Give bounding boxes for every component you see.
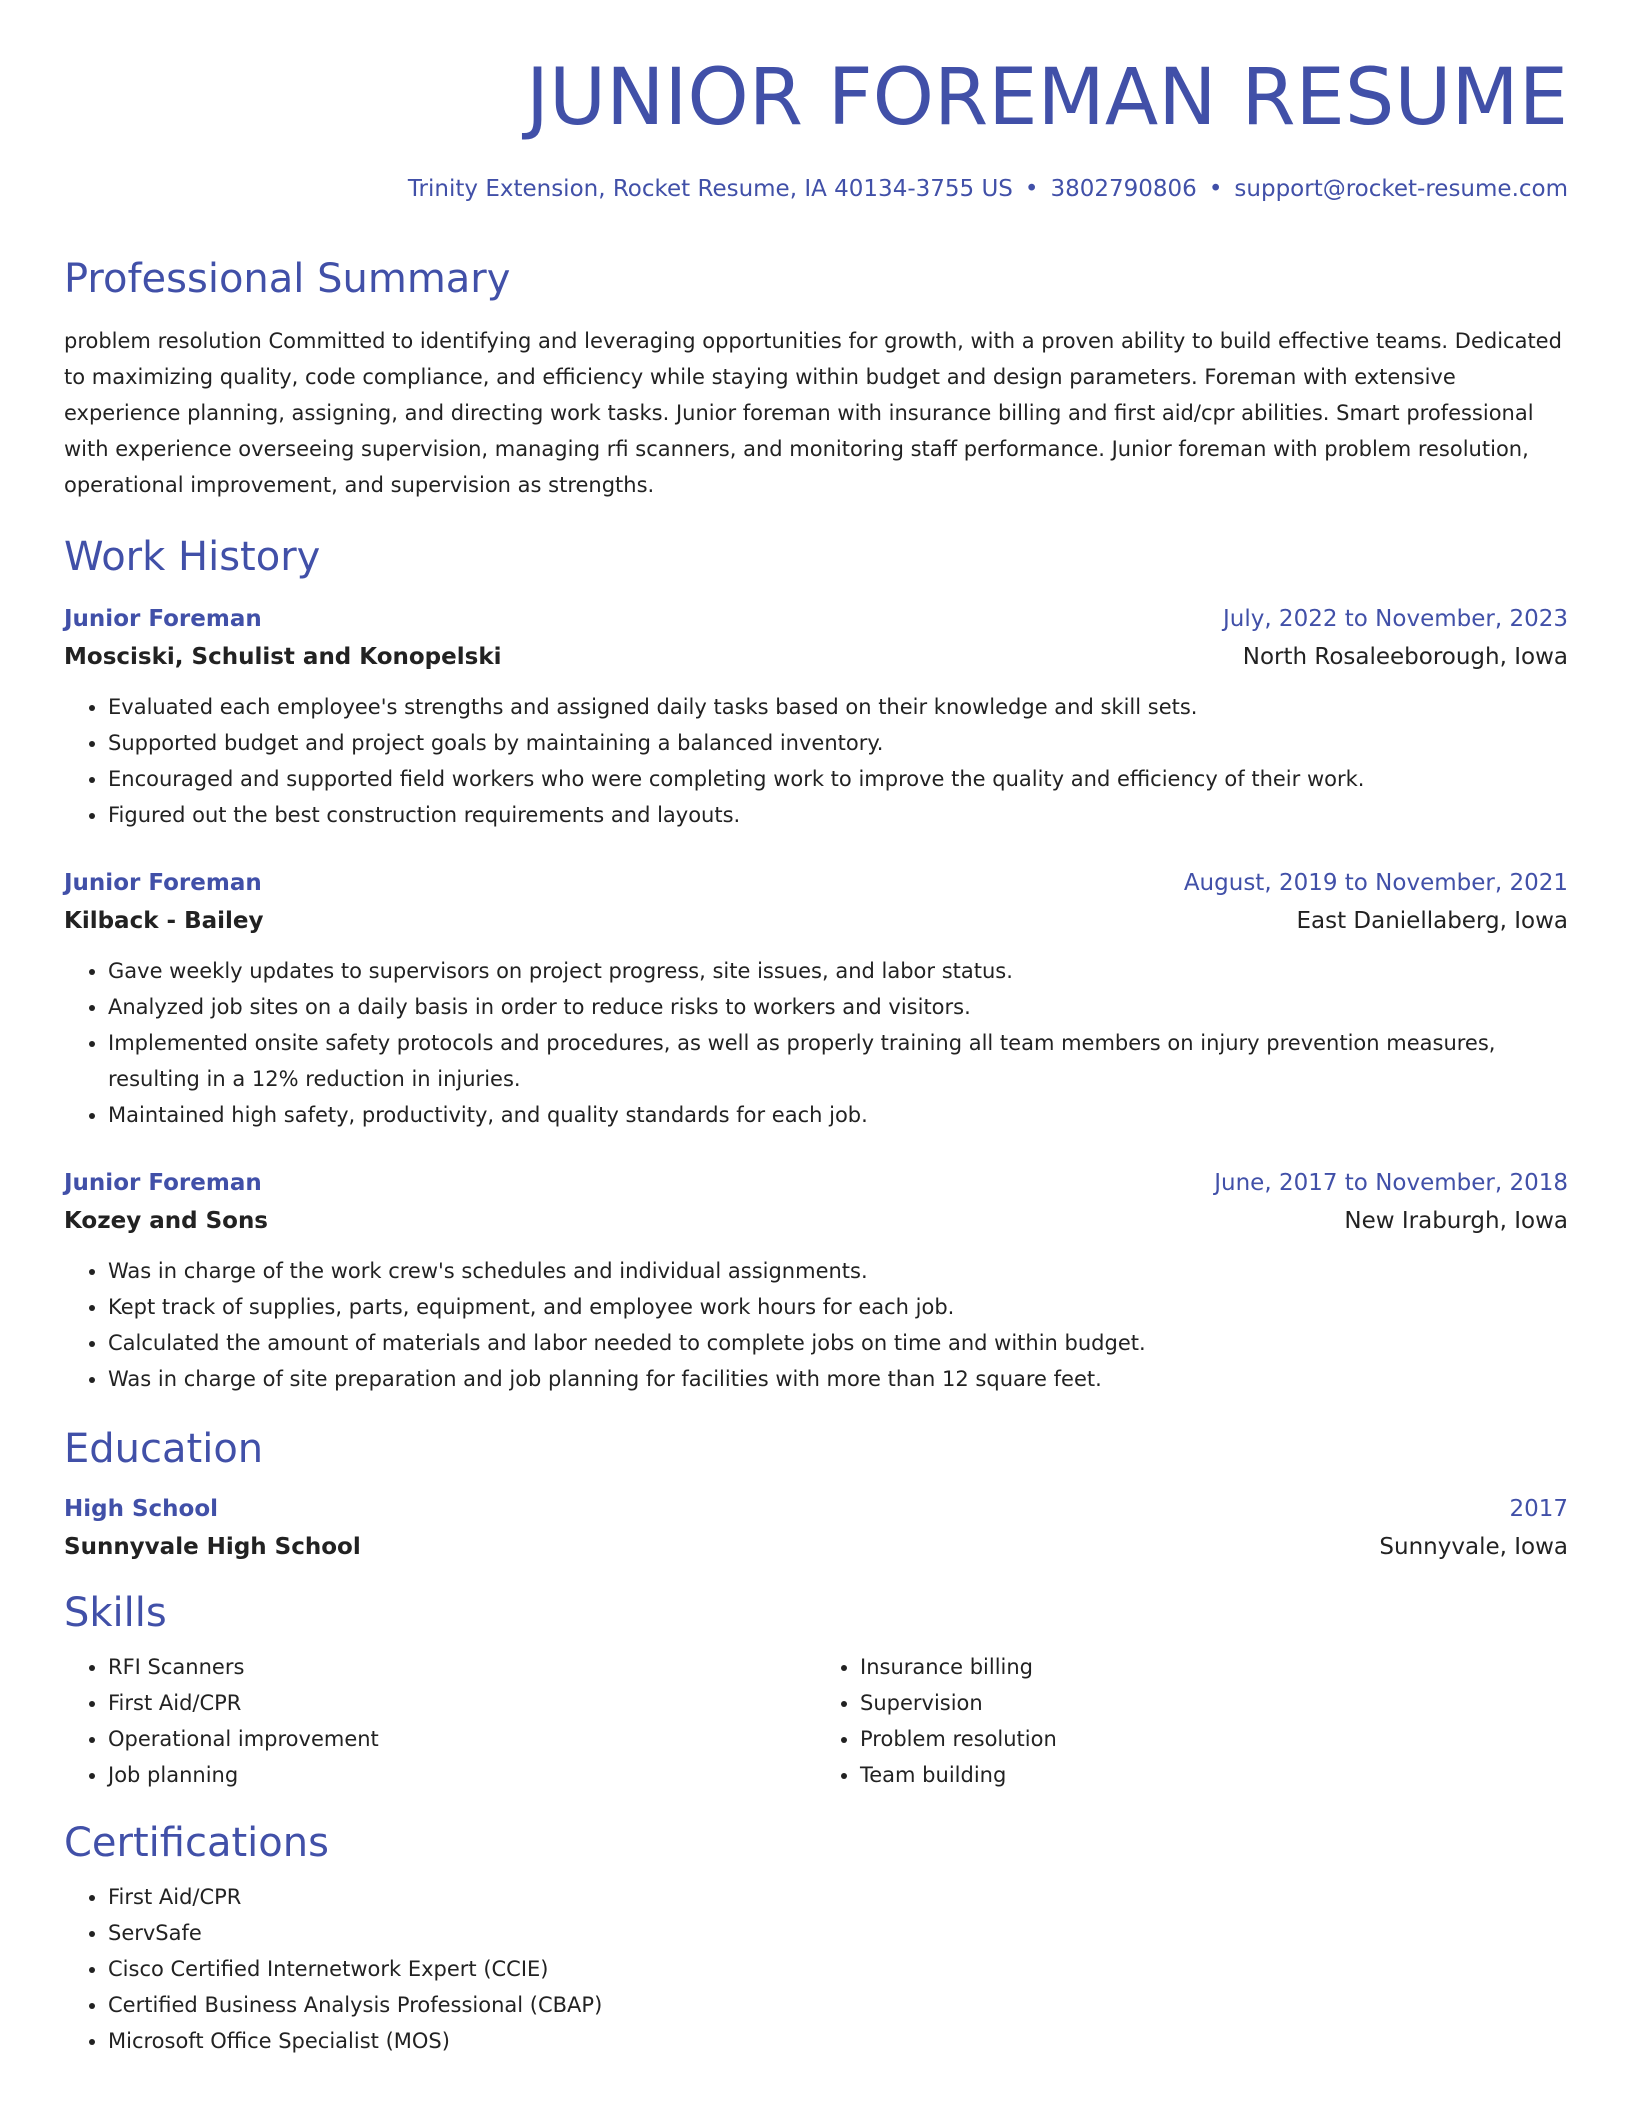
job-entry bbox=[64, 865, 1568, 1133]
list-item: • Encouraged and supported field workers who were completing work to improve the quality and efficiency of their work. bbox=[108, 761, 1568, 797]
job-role: Junior Foreman bbox=[64, 606, 262, 633]
list-item: • Insurance billing bbox=[860, 1649, 1568, 1685]
work-history-section bbox=[64, 533, 1568, 1397]
list-item: • Was in charge of the work crew's schedules and individual assignments. bbox=[108, 1253, 1568, 1289]
education-section bbox=[64, 1425, 1568, 1567]
list-item: • Calculated the amount of materials and labor needed to complete jobs on time and within budget. bbox=[108, 1325, 1568, 1361]
education-degree: High School bbox=[64, 1496, 219, 1523]
contact-address: Trinity Extension, Rocket Resume, IA 40134-3755 US bbox=[407, 175, 1013, 202]
job-dates: July, 2022 to November, 2023 bbox=[1222, 606, 1568, 633]
contact-email[interactable]: support@rocket-resume.com bbox=[1234, 175, 1568, 202]
list-item: • Team building bbox=[860, 1757, 1568, 1793]
list-item: • Evaluated each employee's strengths and assigned daily tasks based on their knowledge and skill sets. bbox=[108, 689, 1568, 725]
resume-header bbox=[64, 52, 1568, 203]
job-dates: June, 2017 to November, 2018 bbox=[1214, 1170, 1568, 1197]
list-item: • Figured out the best construction requirements and layouts. bbox=[108, 797, 1568, 833]
certifications-section bbox=[64, 1819, 1568, 2059]
skills-list bbox=[64, 1649, 816, 1793]
job-duties-list bbox=[64, 953, 1568, 1133]
list-item: • Maintained high safety, productivity, and quality standards for each job. bbox=[108, 1097, 1568, 1133]
list-item: • Microsoft Office Specialist (MOS) bbox=[108, 2023, 1568, 2059]
section-title-certifications: Certifications bbox=[64, 1820, 329, 1867]
contact-separator: • bbox=[1024, 175, 1039, 202]
job-duties-list bbox=[64, 1253, 1568, 1397]
job-location: New Iraburgh, Iowa bbox=[1344, 1208, 1568, 1235]
job-company: Kilback - Bailey bbox=[64, 908, 264, 935]
list-item: • ServSafe bbox=[108, 1915, 1568, 1951]
section-title-summary: Professional Summary bbox=[64, 256, 511, 303]
education-year: 2017 bbox=[1509, 1496, 1568, 1523]
job-location: East Daniellaberg, Iowa bbox=[1296, 908, 1568, 935]
job-duties-list bbox=[64, 689, 1568, 833]
job-company: Mosciski, Schulist and Konopelski bbox=[64, 644, 502, 671]
list-item: • Gave weekly updates to supervisors on project progress, site issues, and labor status. bbox=[108, 953, 1568, 989]
professional-summary-section bbox=[64, 255, 1568, 503]
list-item: • Problem resolution bbox=[860, 1721, 1568, 1757]
skills-column-right bbox=[816, 1649, 1568, 1793]
job-dates: August, 2019 to November, 2021 bbox=[1183, 870, 1568, 897]
summary-text: problem resolution Committed to identifying and leveraging opportunities for growth, with a proven ability to build effective teams. Dedicated to maximizing quality, code compliance, and efficiency while staying within budget and design parameters. Foreman with extensive experience planning, assigning, and directing work tasks. Junior foreman with insurance billing and first aid/cpr abilities. Smart professional with experience overseeing supervision, managing rfi scanners, and monitoring staff performance. Junior foreman with problem resolution, operational improvement, and supervision as strengths. bbox=[64, 329, 1562, 498]
list-item: • Supported budget and project goals by maintaining a balanced inventory. bbox=[108, 725, 1568, 761]
list-item: • RFI Scanners bbox=[108, 1649, 816, 1685]
skills-grid bbox=[64, 1649, 1568, 1793]
list-item: • First Aid/CPR bbox=[108, 1685, 816, 1721]
job-role: Junior Foreman bbox=[64, 1170, 262, 1197]
list-item: • Job planning bbox=[108, 1757, 816, 1793]
list-item: • Was in charge of site preparation and job planning for facilities with more than 12 square feet. bbox=[108, 1361, 1568, 1397]
section-title-education: Education bbox=[64, 1426, 264, 1473]
section-title-skills: Skills bbox=[64, 1590, 167, 1637]
list-item: • Operational improvement bbox=[108, 1721, 816, 1757]
contact-separator: • bbox=[1208, 175, 1223, 202]
education-location: Sunnyvale, Iowa bbox=[1379, 1534, 1568, 1561]
contact-line bbox=[64, 176, 1568, 204]
certifications-list bbox=[64, 1879, 1568, 2059]
list-item: • Implemented onsite safety protocols and procedures, as well as properly training all team members on injury prevention measures, resulting in a 12% reduction in injuries. bbox=[108, 1025, 1568, 1097]
job-company: Kozey and Sons bbox=[64, 1208, 269, 1235]
section-title-work: Work History bbox=[64, 534, 321, 581]
education-school: Sunnyvale High School bbox=[64, 1534, 361, 1561]
job-entry bbox=[64, 1165, 1568, 1397]
job-location: North Rosaleeborough, Iowa bbox=[1242, 644, 1568, 671]
education-entry bbox=[64, 1491, 1568, 1567]
skills-list bbox=[816, 1649, 1568, 1793]
job-entry bbox=[64, 601, 1568, 833]
job-role: Junior Foreman bbox=[64, 870, 262, 897]
list-item: • Supervision bbox=[860, 1685, 1568, 1721]
list-item: • First Aid/CPR bbox=[108, 1879, 1568, 1915]
skills-section bbox=[64, 1589, 1568, 1793]
list-item: • Certified Business Analysis Professional (CBAP) bbox=[108, 1987, 1568, 2023]
list-item: • Kept track of supplies, parts, equipment, and employee work hours for each job. bbox=[108, 1289, 1568, 1325]
list-item: • Analyzed job sites on a daily basis in order to reduce risks to workers and visitors. bbox=[108, 989, 1568, 1025]
resume-title: JUNIOR FOREMAN RESUME bbox=[525, 53, 1568, 143]
contact-phone: 3802790806 bbox=[1050, 175, 1197, 202]
list-item: • Cisco Certified Internetwork Expert (CCIE) bbox=[108, 1951, 1568, 1987]
skills-column-left bbox=[64, 1649, 816, 1793]
